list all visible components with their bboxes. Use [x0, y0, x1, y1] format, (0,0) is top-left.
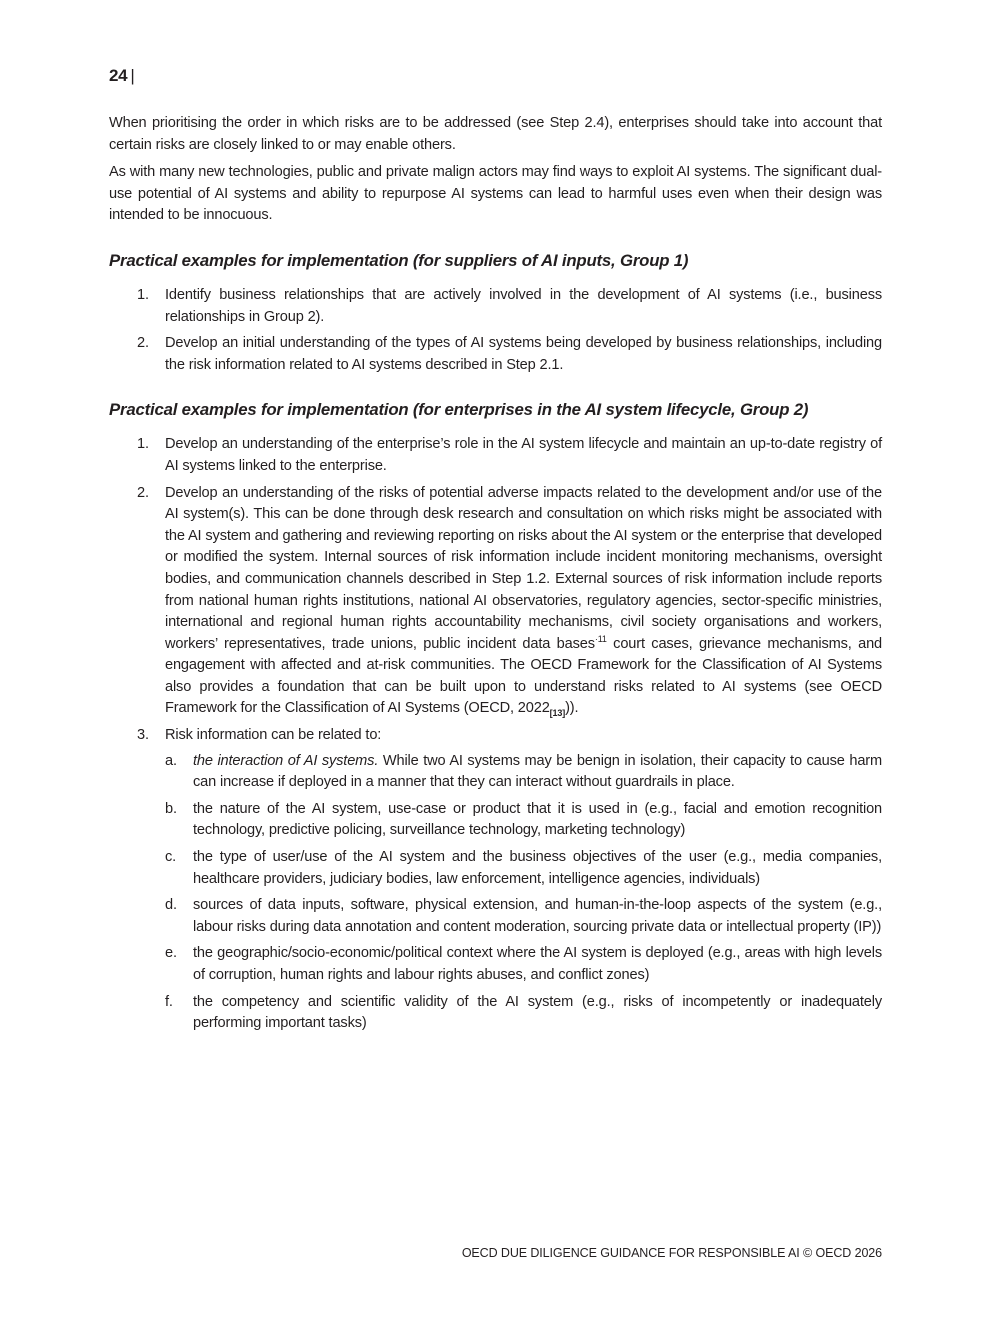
sublist-item-text: the nature of the AI system, use-case or product that it is used in (e.g., facial and emotion recognition technology, predictive policing, surveillance technology, marketing technology)	[193, 800, 882, 839]
footnote-link-11[interactable]: ·11	[594, 633, 607, 644]
sublist-item-text: the geographic/socio-economic/political context where the AI system is deployed (e.g., areas with high levels of corruption, human rights and labour rights abuses, and conflict zones)	[193, 945, 882, 983]
intro-paragraph-2: As with many new technologies, public and private malign actors may find ways to exploit AI systems. The significant dual-use potential of AI systems and ability to repurpose AI systems can lead to harmful uses even when their design was intended to be innocuous.	[109, 164, 882, 224]
list-item	[109, 483, 882, 721]
page-footer: OECD DUE DILIGENCE GUIDANCE FOR RESPONSIBLE AI © OECD 2026	[461, 1246, 882, 1260]
list-marker: 2.	[137, 335, 149, 352]
list-marker: 2.	[137, 484, 149, 501]
sublist-item-text: the type of user/use of the AI system and the business objectives of the user (e.g., media companies, healthcare providers, judiciary bodies, law enforcement, intelligence agencies, individuals)	[193, 849, 882, 887]
sublist-item	[165, 992, 882, 1035]
page-number-header	[109, 66, 134, 86]
section-heading-group-2: Practical examples for implementation (for enterprises in the AI system lifecycle, Group 2)	[109, 400, 809, 420]
header-separator: |	[130, 66, 135, 85]
list-item-text: Develop an understanding of the enterprise’s role in the AI system lifecycle and maintain an up-to-date registry of AI systems linked to the enterprise.	[165, 436, 882, 474]
sublist-item-italic-lead: the interaction of AI systems.	[193, 752, 379, 769]
list-item-text: )).	[565, 700, 579, 717]
list-item	[109, 725, 882, 1035]
sublist-item-text: sources of data inputs, software, physical extension, and human-in-the-loop aspects of the system (e.g., labour risks during data annotation and content moderation, sourcing private data or intellectual property (IP))	[193, 897, 882, 935]
sublist-item	[165, 895, 882, 938]
sublist-marker: a.	[165, 752, 177, 769]
sublist-item-text: the competency and scientific validity of the AI system (e.g., risks of incompetently or inadequately performing important tasks)	[193, 993, 882, 1032]
sublist-marker: c.	[165, 849, 177, 866]
list-item-text: Develop an understanding of the risks of potential adverse impacts related to the development and/or use of the AI system(s). This can be done through desk research and consultation on which risks might be associated with the AI system and gathering and reviewing reporting on risks about the AI system or the enterprise that developed or modified the system. Internal sources of risk information include incident monitoring mechanisms, oversight bodies, and communication channels described in Step 1.2. External sources of risk information include reports from national human rights institutions, national AI observatories, regulatory agencies, sector-specific ministries, international and regional human rights accountability mechanisms, civil society organisations and workers, workers’ representatives, trade unions, public incident data bases	[165, 484, 882, 652]
list-marker: 3.	[137, 727, 149, 744]
sublist-item	[165, 751, 882, 794]
list-item-text: Risk information can be related to:	[165, 727, 382, 744]
sublist-marker: b.	[165, 800, 177, 817]
sublist-item	[165, 847, 882, 890]
list-item	[109, 333, 882, 376]
list-item-text: Identify business relationships that are actively involved in the development of AI systems (i.e., business relationships in Group 2).	[165, 286, 882, 325]
list-item	[109, 434, 882, 477]
list-marker: 1.	[137, 436, 149, 453]
list-item	[109, 285, 882, 328]
sublist-item-text: While two AI systems may be benign in isolation, their capacity to cause harm can increase if deployed in a manner that they can interact without guardrails in place.	[193, 752, 883, 791]
page-content	[109, 113, 882, 1040]
sublist-marker: e.	[165, 945, 177, 962]
risk-information-sublist	[165, 751, 882, 1035]
page-number: 24	[109, 66, 128, 85]
group-1-list	[109, 285, 882, 376]
sublist-marker: d.	[165, 897, 177, 914]
list-item-text: court cases, grievance mechanisms, and engagement with affected and at-risk communities. The OECD Framework for the Classification of AI Systems also provides a foundation that can be built upon to understand risks related to AI systems (see OECD Framework for the Classification of AI Systems (OECD, 2022	[165, 635, 882, 717]
list-item-text: Develop an initial understanding of the types of AI systems being developed by business relationships, including the risk information related to AI systems described in Step 2.1.	[165, 335, 882, 373]
sublist-item	[165, 943, 882, 986]
sublist-marker: f.	[165, 993, 173, 1010]
reference-link-13[interactable]: [13]	[549, 708, 566, 719]
intro-paragraph-1: When prioritising the order in which risks are to be addressed (see Step 2.4), enterprises should take into account that certain risks are closely linked to or may enable others.	[109, 115, 882, 153]
sublist-item	[165, 799, 882, 842]
section-heading-group-1: Practical examples for implementation (for suppliers of AI inputs, Group 1)	[109, 250, 689, 270]
list-marker: 1.	[137, 286, 149, 303]
group-2-list	[109, 434, 882, 1034]
